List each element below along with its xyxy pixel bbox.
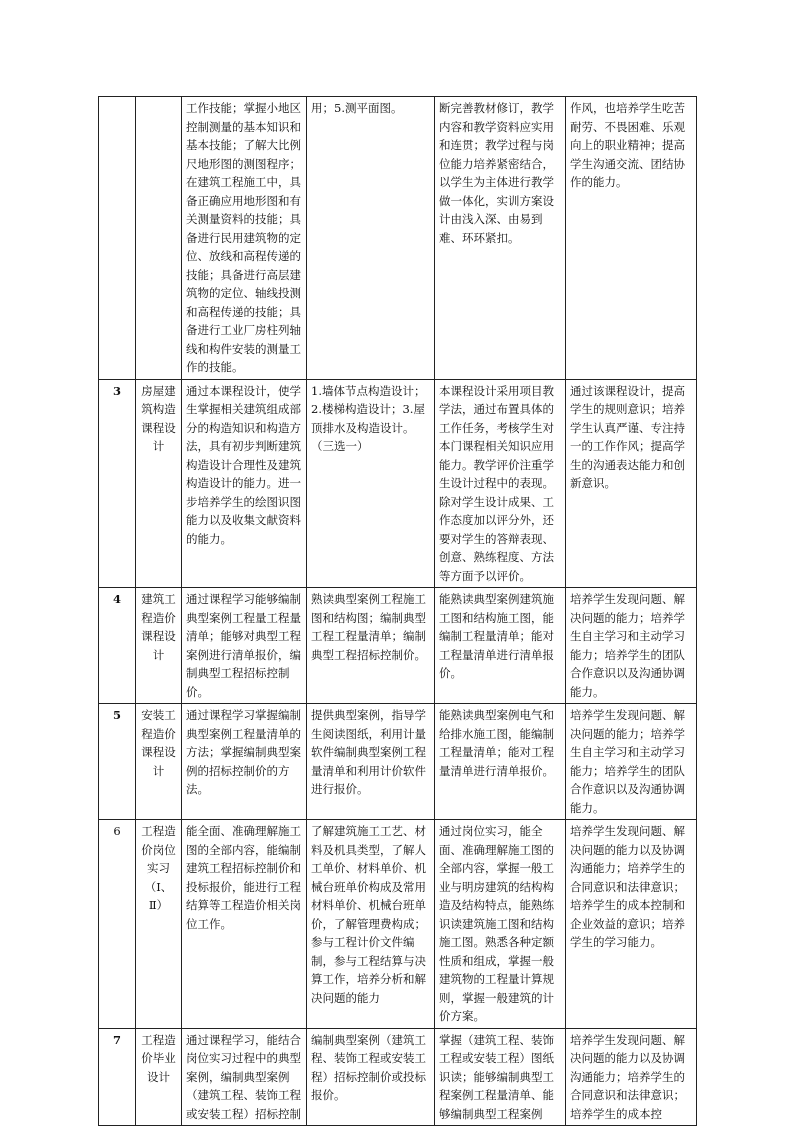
row-number bbox=[99, 97, 136, 380]
teaching-method: 通过岗位实习，能全面、准确理解施工图的全部内容，掌握一般工业与明房建筑的结构构造及结构特点，能熟练识读建筑施工图和结构施工图。熟悉各种定额性质和组成，掌握一般建筑物的工程量计算规则，掌握一般建筑的计价方案。 bbox=[435, 820, 566, 1029]
course-objective: 通过本课程设计，使学生掌握相关建筑组成部分的构造知识和构造方法，具有初步判断建筑构造设计合理性及建筑构造设计的能力。进一步培养学生的绘图识图能力以及收集文献资料的能力。 bbox=[182, 379, 307, 588]
table-row bbox=[99, 1028, 697, 1126]
course-name: 建筑工程造价课程设计 bbox=[136, 588, 182, 704]
teaching-method: 能熟读典型案例建筑施工图和结构施工图，能编制工程量清单；能对工程量清单进行清单报价。 bbox=[435, 588, 566, 704]
course-content: 熟读典型案例工程施工图和结构图；编制典型工程工程量清单；编制典型工程招标控制价。 bbox=[307, 588, 435, 704]
course-name: 房屋建筑构造课程设计 bbox=[136, 379, 182, 588]
row-number: 3 bbox=[99, 379, 136, 588]
course-name: 工程造价毕业设计 bbox=[136, 1028, 182, 1126]
course-content: 用；5.测平面图。 bbox=[307, 97, 435, 380]
teaching-method: 能熟读典型案例电气和给排水施工图，能编制工程量清单；能对工程量清单进行清单报价。 bbox=[435, 704, 566, 820]
table-row bbox=[99, 588, 697, 704]
course-content: 了解建筑施工工艺、材料及机具类型，了解人工单价、材料单价、机械台班单价构成及常用材料单价、机械台班单价，了解管理费构成；参与工程计价文件编制，参与工程结算与决算工作，培养分析和解决问题的能力 bbox=[307, 820, 435, 1029]
course-objective: 能全面、准确理解施工图的全部内容，能编制建筑工程招标控制价和投标报价，能进行工程结算等工程造价相关岗位工作。 bbox=[182, 820, 307, 1029]
quality-goal: 培养学生发现问题、解决问题的能力以及协调沟通能力；培养学生的合同意识和法律意识；培养学生的成本控 bbox=[566, 1028, 697, 1126]
teaching-method: 断完善教材修订，教学内容和教学资料应实用和连贯；教学过程与岗位能力培养紧密结合，以学生为主体进行教学做一体化，实训方案设计由浅入深、由易到难、环环紧扣。 bbox=[435, 97, 566, 380]
course-name bbox=[136, 97, 182, 380]
course-objective: 通过课程学习，能结合岗位实习过程中的典型案例，编制典型案例（建筑工程、装饰工程或安装工程）招标控制 bbox=[182, 1028, 307, 1126]
course-objective: 工作技能；掌握小地区控制测量的基本知识和基本技能；了解大比例尺地形图的测图程序；在建筑工程施工中，具备正确应用地形图和有关测量资料的技能；具备进行民用建筑物的定位、放线和高程传递的技能；具备进行高层建筑物的定位、轴线投测和高程传递的技能；具备进行工业厂房柱列轴线和构件安装的测量工作的技能。 bbox=[182, 97, 307, 380]
course-name: 安装工程造价课程设计 bbox=[136, 704, 182, 820]
quality-goal: 培养学生发现问题、解决问题的能力以及协调沟通能力；培养学生的合同意识和法律意识；培养学生的成本控制和企业效益的意识；培养学生的学习能力。 bbox=[566, 820, 697, 1029]
quality-goal: 培养学生发现问题、解决问题的能力；培养学生自主学习和主动学习能力；培养学生的团队合作意识以及沟通协调能力。 bbox=[566, 704, 697, 820]
quality-goal: 作风，也培养学生吃苦耐劳、不畏困难、乐观向上的职业精神；提高学生沟通交流、团结协作的能力。 bbox=[566, 97, 697, 380]
course-objective: 通过课程学习掌握编制典型案例工程量清单的方法；掌握编制典型案例的招标控制价的方法。 bbox=[182, 704, 307, 820]
quality-goal: 通过该课程设计，提高学生的规则意识；培养学生认真严谨、专注持一的工作作风；提高学生的沟通表达能力和创新意识。 bbox=[566, 379, 697, 588]
course-content: 提供典型案例，指导学生阅读图纸，利用计量软件编制典型案例工程量清单和利用计价软件进行报价。 bbox=[307, 704, 435, 820]
table-row bbox=[99, 820, 697, 1029]
course-objective: 通过课程学习能够编制典型案例工程量工程量清单；能够对典型工程案例进行清单报价，编制典型工程招标控制价。 bbox=[182, 588, 307, 704]
course-content: 编制典型案例（建筑工程、装饰工程或安装工程）招标控制价或投标报价。 bbox=[307, 1028, 435, 1126]
row-number: 6 bbox=[99, 820, 136, 1029]
teaching-method: 掌握（建筑工程、装饰工程或安装工程）图纸识读；能够编制典型工程案例工程量清单、能够编制典型工程案例 bbox=[435, 1028, 566, 1126]
quality-goal: 培养学生发现问题、解决问题的能力；培养学生自主学习和主动学习能力；培养学生的团队合作意识以及沟通协调能力。 bbox=[566, 588, 697, 704]
course-table bbox=[98, 96, 697, 1126]
row-number: 7 bbox=[99, 1028, 136, 1126]
table-row bbox=[99, 97, 697, 380]
course-content: 1.墙体节点构造设计；2.楼梯构造设计；3.屋顶排水及构造设计。（三选一） bbox=[307, 379, 435, 588]
row-number: 5 bbox=[99, 704, 136, 820]
course-name: 工程造价岗位实习（Ⅰ、Ⅱ） bbox=[136, 820, 182, 1029]
teaching-method: 本课程设计采用项目教学法，通过布置具体的工作任务，考核学生对本门课程相关知识应用能力。教学评价注重学生设计过程中的表现。除对学生设计成果、工作态度加以评分外，还要对学生的答辩表现、创意、熟练程度、方法等方面予以评价。 bbox=[435, 379, 566, 588]
table-row bbox=[99, 379, 697, 588]
row-number: 4 bbox=[99, 588, 136, 704]
table-row bbox=[99, 704, 697, 820]
